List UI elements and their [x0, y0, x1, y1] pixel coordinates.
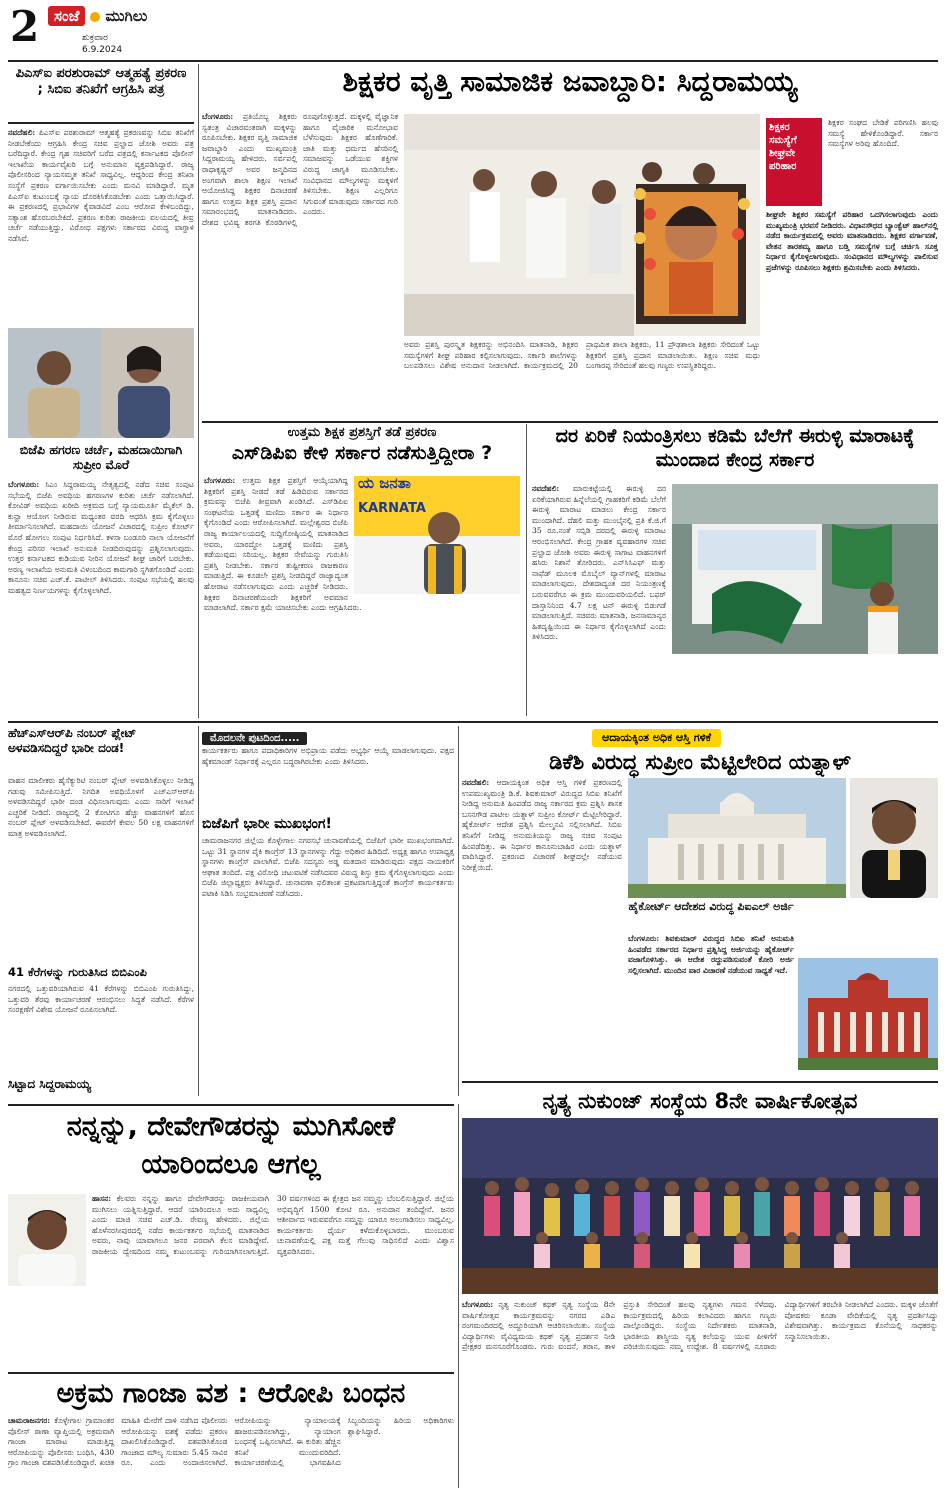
- article-body: [532, 484, 938, 716]
- story-onion: [532, 424, 938, 716]
- lead-body-columns: [202, 112, 398, 414]
- story-psi-case: [8, 66, 194, 326]
- story-hsrp: [8, 726, 194, 1098]
- photo-float: [672, 484, 938, 654]
- headline: ದರ ಏರಿಕೆ ನಿಯಂತ್ರಿಸಲು ಕಡಿಮೆ ಬೆಲೆಗೆ ಈರುಳ್ಳಿ ಮಾರಾಟಕ್ಕೆ ಮುಂದಾದ ಕೇಂದ್ರ ಸರ್ಕಾರ: [555, 425, 915, 471]
- article-body: [8, 776, 194, 966]
- onion-truck-image: [672, 484, 938, 654]
- divider-low-left: [8, 1104, 454, 1106]
- column-rule-left: [198, 64, 199, 718]
- divider-bottom: [8, 1372, 454, 1374]
- kicker: ಆದಾಯಕ್ಕಿಂತ ಅಧಿಕ ಆಸ್ತಿ ಗಳಿಕೆ: [592, 729, 721, 747]
- story-sdpi: [204, 424, 520, 716]
- continued-kicker: ಮೊದಲನೇ ಪುಟದಿಂದ.....: [202, 732, 307, 745]
- dance-photo: [462, 1118, 938, 1294]
- sub-headline: ಬಿಜೆಪಿಗೆ ಭಾರೀ ಮುಖಭಂಗ!: [202, 816, 332, 832]
- headline: ಬಿಜೆಪಿ ಹಗರಣ ಚರ್ಚೆ, ಮಹದಾಯಿಗಾಗಿ ಸುಪ್ರೀಂ ಮೊರೆ: [19, 442, 183, 472]
- column-rule-lower: [458, 1104, 459, 1488]
- dateline: ನವದೆಹಲಿ:: [532, 484, 560, 493]
- story-dks: [462, 726, 938, 1078]
- high-court-image: [798, 958, 938, 1070]
- yatnal-photo: [850, 778, 938, 898]
- divider-lead: [202, 421, 938, 423]
- paper-name-1: ಸಂಜೆ: [48, 6, 85, 26]
- dateline: ನವದೆಹಲಿ:: [462, 778, 490, 787]
- lead-headline: ಶಿಕ್ಷಕರ ವೃತ್ತಿ ಸಾಮಾಜಿಕ ಜವಾಬ್ದಾರಿ: ಸಿದ್ದರಾಮಯ್ಯ: [342, 65, 798, 98]
- cm-at-event-image: [404, 114, 760, 336]
- lead-inset: [766, 118, 938, 414]
- dateline: ಚಾಮರಾಜನಗರ:: [8, 1416, 51, 1425]
- dance-group-image: [462, 1118, 938, 1294]
- banner-text-2: KARNATA: [358, 501, 426, 516]
- psi-photo: [8, 328, 194, 438]
- paper-logo: [48, 6, 147, 30]
- supreme-court-image: [628, 778, 846, 898]
- headline: ಹೆಚ್‌ಎಸ್‌ಆರ್‌ಪಿ ನಂಬರ್ ಪ್ಲೇಟ್ ಅಳವಡಿಸದಿದ್ದರೆ ಭಾರೀ ದಂಡ!: [8, 726, 137, 755]
- issue-date: 6.9.2024: [82, 45, 123, 55]
- revanna-portrait-image: [8, 1194, 86, 1286]
- issue-day: ಶುಕ್ರವಾರ: [82, 33, 108, 43]
- article-body-2: ನಗರದಲ್ಲಿ ಒತ್ತುವರಿಯಾಗಿರುವ 41 ಕೆರೆಗಳನ್ನು ಬಿಬಿಎಂಪಿ ಗುರುತಿಸಿದ್ದು, ಒತ್ತುವರಿ ತೆರವು ಕಾರ್ಯಾಚರಣೆ ಆರಂಭಿಸಲು ಸಿದ್ಧತೆ ನಡೆಸಿದೆ. ಕೆರೆಗಳ ಸಂರಕ್ಷಣೆಗೆ ವಿಶೇಷ ಯೋಜನೆ ರೂಪಿಸಲಾಗಿದೆ.: [8, 984, 194, 1015]
- headline: ಡಿಕೆಶಿ ವಿರುದ್ಧ ಸುಪ್ರೀಂ ಮೆಟ್ಟಿಲೇರಿದ ಯತ್ನಾಳ್: [549, 750, 851, 774]
- dateline: ಬೆಂಗಳೂರು:: [204, 476, 236, 485]
- end-line: ಸಿಟ್ಟಾದ ಸಿದ್ದರಾಮಯ್ಯ: [8, 1077, 91, 1091]
- article-body: [8, 480, 194, 714]
- body-text: ಕೊಳ್ಳೇಗಾಲ ಗ್ರಾಮಾಂತರ ಪೊಲೀಸ್ ಠಾಣಾ ವ್ಯಾಪ್ತಿಯಲ್ಲಿ ಅಕ್ರಮವಾಗಿ ಗಾಂಜಾ ಮಾರಾಟ ಮಾಡುತ್ತಿದ್ದ ಆರೋಪಿಯನ್ನು ಪೊಲೀಸರು ಬಂಧಿಸಿ, 430 ಗ್ರಾಂ ಗಾಂಜಾ ವಶಪಡಿಸಿಕೊಂಡಿದ್ದಾರೆ. ಖಚಿತ ಮಾಹಿತಿ ಮೇರೆಗೆ ದಾಳಿ ನಡೆಸಿದ ಪೊಲೀಸರು ಆರೋಪಿಯನ್ನು ವಶಕ್ಕೆ ಪಡೆದು ಪ್ರಕರಣ ದಾಖಲಿಸಿಕೊಂಡಿದ್ದಾರೆ. ವಶಪಡಿಸಿಕೊಂಡ ಗಾಂಜಾದ ಮೌಲ್ಯ ಸುಮಾರು 5.45 ಸಾವಿರ ರೂ. ಎಂದು ಅಂದಾಜಿಸಲಾಗಿದೆ. ಆರೋಪಿಯನ್ನು ನ್ಯಾಯಾಲಯಕ್ಕೆ ಹಾಜರುಪಡಿಸಲಾಗಿದ್ದು, ನ್ಯಾಯಾಂಗ ಬಂಧನಕ್ಕೆ ಒಪ್ಪಿಸಲಾಗಿದೆ. ಈ ಕುರಿತು ಹೆಚ್ಚಿನ ತನಿಖೆ ಮುಂದುವರಿದಿದೆ. ಕಾರ್ಯಾಚರಣೆಯಲ್ಲಿ ಭಾಗವಹಿಸಿದ ಸಿಬ್ಬಂದಿಯನ್ನು ಹಿರಿಯ ಅಧಿಕಾರಿಗಳು ಶ್ಲಾಘಿಸಿದ್ದಾರೆ.: [8, 1416, 454, 1468]
- supreme-court-photo: [628, 778, 846, 898]
- page-number: 2: [10, 2, 40, 51]
- article-body: [462, 1300, 938, 1484]
- caption-box: [628, 900, 794, 1076]
- article-body: [92, 1194, 454, 1364]
- photo-float: [354, 476, 520, 594]
- article-body: [462, 778, 622, 1074]
- body-text: ಸಿಎಂ ಸಿದ್ದರಾಮಯ್ಯ ನೇತೃತ್ವದಲ್ಲಿ ನಡೆದ ಸಚಿವ ಸಂಪುಟ ಸಭೆಯಲ್ಲಿ ಬಿಜೆಪಿ ಅವಧಿಯ ಹಗರಣಗಳ ಕುರಿತು ಚರ್ಚೆ ನಡೆಸಲಾಗಿದೆ. ಕೋವಿಡ್ ಅವಧಿಯ ಖರೀದಿ ಅಕ್ರಮದ ಬಗ್ಗೆ ನ್ಯಾಯಮೂರ್ತಿ ಮೈಕೆಲ್ ಡಿ. ಕುನ್ಹಾ ಆಯೋಗ ನೀಡಿರುವ ಮಧ್ಯಂತರ ವರದಿ ಆಧರಿಸಿ ಕ್ರಮ ಕೈಗೊಳ್ಳಲು ತೀರ್ಮಾನಿಸಲಾಗಿದೆ. ಮಹದಾಯಿ ಯೋಜನೆ ವಿಚಾರದಲ್ಲಿ ಸುಪ್ರೀಂ ಕೋರ್ಟ್ ಮೊರೆ ಹೋಗಲು ಸಂಪುಟ ನಿರ್ಧರಿಸಿದೆ. ಕಳಸಾ ಬಂಡೂರಿ ನಾಲಾ ಯೋಜನೆಗೆ ಕೇಂದ್ರ ಪರಿಸರ ಇಲಾಖೆ ಅನುಮತಿ ನೀಡದಿರುವುದನ್ನು ಪ್ರಶ್ನಿಸಲಾಗುವುದು. ಉತ್ತರ ಕರ್ನಾಟಕದ ಕುಡಿಯುವ ನೀರಿನ ಯೋಜನೆ ಶೀಘ್ರ ಜಾರಿಗೆ ಬರಬೇಕು. ಅರಣ್ಯ ಇಲಾಖೆಯ ಅನುಮತಿ ವಿಳಂಬದಿಂದ ಕಾಮಗಾರಿ ಸ್ಥಗಿತಗೊಂಡಿದೆ ಎಂದು ಕಾನೂನು ಸಚಿವ ಎಚ್.ಕೆ. ಪಾಟೀಲ್ ತಿಳಿಸಿದರು. ಸಂಪುಟ ಸಭೆಯಲ್ಲಿ ಹಲವು ಮಹತ್ವದ ನಿರ್ಣಯಗಳನ್ನು ಕೈಗೊಳ್ಳಲಾಗಿದೆ.: [8, 480, 194, 595]
- inset-title: ಶಿಕ್ಷಕರ ಸಮಸ್ಯೆಗೆ ಶೀಘ್ರವೇ ಪರಿಹಾರ: [769, 122, 797, 172]
- story-dance: [462, 1086, 938, 1486]
- article-body: ಕಾರ್ಯಕರ್ತರು ಹಾಗೂ ಪದಾಧಿಕಾರಿಗಳ ಅಭಿಪ್ರಾಯ ಪಡೆದು ಅಭ್ಯರ್ಥಿ ಆಯ್ಕೆ ಮಾಡಲಾಗುವುದು. ಪಕ್ಷದ ಹೈಕಮಾಂಡ್ ನಿರ್ಧಾರಕ್ಕೆ ಎಲ್ಲರೂ ಬದ್ಧರಾಗಿರಬೇಕು ಎಂದು ತಿಳಿಸಿದರು.: [202, 746, 454, 766]
- lead-story: [202, 62, 938, 420]
- body-text: ಮಾರುಕಟ್ಟೆಯಲ್ಲಿ ಈರುಳ್ಳಿ ದರ ಏರಿಕೆಯಾಗಿರುವ ಹಿನ್ನೆಲೆಯಲ್ಲಿ ಗ್ರಾಹಕರಿಗೆ ಕಡಿಮೆ ಬೆಲೆಗೆ ಈರುಳ್ಳಿ ಮಾರಾಟ ಮಾಡಲು ಕೇಂದ್ರ ಸರ್ಕಾರ ಮುಂದಾಗಿದೆ. ದೆಹಲಿ ಮತ್ತು ಮುಂಬೈನಲ್ಲಿ ಪ್ರತಿ ಕೆ.ಜಿ.ಗೆ 35 ರೂ.ನಂತೆ ಸಬ್ಸಿಡಿ ದರದಲ್ಲಿ ಈರುಳ್ಳಿ ಮಾರಾಟ ಆರಂಭಿಸಲಾಗಿದೆ. ಕೇಂದ್ರ ಗ್ರಾಹಕ ವ್ಯವಹಾರಗಳ ಸಚಿವ ಪ್ರಲ್ಹಾದ ಜೋಶಿ ಅವರು ಈರುಳ್ಳಿ ಸಾಗಾಟ ವಾಹನಗಳಿಗೆ ಹಸಿರು ನಿಶಾನೆ ತೋರಿದರು. ಎನ್‌ಸಿಸಿಎಫ್ ಮತ್ತು ನಾಫೆಡ್ ಮೂಲಕ ಮೊಬೈಲ್ ವ್ಯಾನ್‌ಗಳಲ್ಲಿ ಮಾರಾಟ ಮಾಡಲಾಗುವುದು. ದೇಶದಾದ್ಯಂತ ದರ ನಿಯಂತ್ರಣಕ್ಕೆ ಬರುವವರೆಗೂ ಈ ಕ್ರಮ ಮುಂದುವರಿಯಲಿದೆ. ಬಫರ್ ದಾಸ್ತಾನಿನಿಂದ 4.7 ಲಕ್ಷ ಟನ್ ಈರುಳ್ಳಿ ಬಿಡುಗಡೆ ಮಾಡಲಾಗುತ್ತಿದೆ. ಸಚಿವರು ಮಾತನಾಡಿ, ಜನಸಾಮಾನ್ಯರ ಹಿತದೃಷ್ಟಿಯಿಂದ ಈ ನಿರ್ಧಾರ ಕೈಗೊಳ್ಳಲಾಗಿದೆ ಎಂದು ತಿಳಿಸಿದರು.: [532, 484, 666, 642]
- sub-headline: 41 ಕೆರೆಗಳನ್ನು ಗುರುತಿಸಿದ ಬಿಬಿಎಂಪಿ: [8, 965, 147, 979]
- divider: [8, 122, 194, 124]
- lead-body-lower: [404, 340, 760, 416]
- masthead: [0, 0, 945, 62]
- high-court-photo: [798, 958, 938, 1070]
- column-rule-mid: [526, 424, 527, 716]
- body-text-2: ಅವರು ಪ್ರಶಸ್ತಿ ಪುರಸ್ಕೃತ ಶಿಕ್ಷಕರನ್ನು ಅಭಿನಂದಿಸಿ ಮಾತನಾಡಿ, ಶಿಕ್ಷಕರ ಸಮಸ್ಯೆಗಳಿಗೆ ಶೀಘ್ರ ಪರಿಹಾರ ಕಲ್ಪಿಸಲಾಗುವುದು. ಸರ್ಕಾರಿ ಶಾಲೆಗಳನ್ನು ಬಲಪಡಿಸಲು ವಿಶೇಷ ಅನುದಾನ ನೀಡಲಾಗಿದೆ. ಕಾರ್ಯಕ್ರಮದಲ್ಲಿ 20 ಪ್ರಾಥಮಿಕ ಶಾಲಾ ಶಿಕ್ಷಕರು, 11 ಪ್ರೌಢಶಾಲಾ ಶಿಕ್ಷಕರು ಸೇರಿದಂತೆ ಒಟ್ಟು ಶಿಕ್ಷಕರಿಗೆ ಪ್ರಶಸ್ತಿ ಪ್ರದಾನ ಮಾಡಲಾಯಿತು. ಶಿಕ್ಷಣ ಸಚಿವ ಮಧು ಬಂಗಾರಪ್ಪ ಸೇರಿದಂತೆ ಹಲವು ಗಣ್ಯರು ಉಪಸ್ಥಿತರಿದ್ದರು.: [404, 340, 760, 371]
- dateline: ನವದೆಹಲಿ:: [8, 128, 36, 137]
- column-rule-bottom-mid: [458, 726, 459, 1096]
- article-body: [8, 128, 194, 324]
- body-text: ಆದಾಯಕ್ಕಿಂತ ಅಧಿಕ ಆಸ್ತಿ ಗಳಿಕೆ ಪ್ರಕರಣದಲ್ಲಿ ಉಪಮುಖ್ಯಮಂತ್ರಿ ಡಿ.ಕೆ. ಶಿವಕುಮಾರ್ ವಿರುದ್ಧದ ಸಿಬಿಐ ತನಿಖೆಗೆ ನೀಡಿದ್ದ ಅನುಮತಿ ಹಿಂಪಡೆದ ರಾಜ್ಯ ಸರ್ಕಾರದ ಕ್ರಮ ಪ್ರಶ್ನಿಸಿ ಶಾಸಕ ಬಸನಗೌಡ ಪಾಟೀಲ ಯತ್ನಾಳ್ ಸುಪ್ರೀಂ ಕೋರ್ಟ್ ಮೆಟ್ಟಿಲೇರಿದ್ದಾರೆ. ಹೈಕೋರ್ಟ್ ಆದೇಶ ಪ್ರಶ್ನಿಸಿ ಮೇಲ್ಮನವಿ ಸಲ್ಲಿಸಲಾಗಿದೆ. ಸಿಬಿಐ ತನಿಖೆಗೆ ನೀಡಿದ್ದ ಅನುಮತಿಯನ್ನು ರಾಜ್ಯ ಸಚಿವ ಸಂಪುಟ ಹಿಂಪಡೆದಿತ್ತು. ಈ ನಿರ್ಧಾರ ಕಾನೂನುಬಾಹಿರ ಎಂದು ಯತ್ನಾಳ್ ವಾದಿಸಿದ್ದಾರೆ. ಪ್ರಕರಣದ ವಿಚಾರಣೆ ಶೀಘ್ರದಲ್ಲೇ ನಡೆಯುವ ನಿರೀಕ್ಷೆಯಿದೆ.: [462, 778, 622, 872]
- dateline: ಬೆಂಗಳೂರು:: [462, 1300, 494, 1309]
- sun-icon: [90, 12, 100, 22]
- column-rule-bottom-left: [198, 726, 199, 1096]
- body-text: ಪಿಎಸ್‌ಐ ಪರಶುರಾಮ್ ಆತ್ಮಹತ್ಯೆ ಪ್ರಕರಣವನ್ನು ಸಿಬಿಐ ತನಿಖೆಗೆ ನೀಡಬೇಕೆಂದು ಆಗ್ರಹಿಸಿ ಕೇಂದ್ರ ಸಚಿವ ಪ್ರಲ್ಹಾದ ಜೋಶಿ ಅವರು ಪತ್ರ ಬರೆದಿದ್ದಾರೆ. ಕೇಂದ್ರ ಗೃಹ ಸಚಿವರಿಗೆ ಬರೆದ ಪತ್ರದಲ್ಲಿ ಕರ್ನಾಟಕದ ಪೊಲೀಸ್ ಇಲಾಖೆಯ ಕಾರ್ಯವೈಖರಿ ಬಗ್ಗೆ ಅನುಮಾನ ವ್ಯಕ್ತಪಡಿಸಿದ್ದಾರೆ. ರಾಜ್ಯ ಪೊಲೀಸರಿಂದ ನ್ಯಾಯಸಮ್ಮತ ತನಿಖೆ ಸಾಧ್ಯವಿಲ್ಲ. ಆದ್ದರಿಂದ ಕೇಂದ್ರ ತನಿಖಾ ಸಂಸ್ಥೆಗೆ ಪ್ರಕರಣ ವರ್ಗಾಯಿಸಬೇಕು ಎಂದು ಮನವಿ ಮಾಡಿದ್ದಾರೆ. ಮೃತ ಪಿಎಸ್‌ಐ ಕುಟುಂಬಕ್ಕೆ ನ್ಯಾಯ ದೊರಕಿಸಿಕೊಡಬೇಕು ಎಂದು ಒತ್ತಾಯಿಸಿದ್ದಾರೆ. ಈ ಪ್ರಕರಣದಲ್ಲಿ ಪ್ರಭಾವಿಗಳ ಕೈವಾಡವಿದೆ ಎಂಬ ಆರೋಪ ಕೇಳಿಬಂದಿದ್ದು, ಸತ್ಯಾಂಶ ಹೊರಬರಬೇಕಿದೆ. ಪ್ರಕರಣ ಕುರಿತು ರಾಜಕೀಯ ವಲಯದಲ್ಲಿ ತೀವ್ರ ಚರ್ಚೆ ನಡೆಯುತ್ತಿದ್ದು, ವಿರೋಧ ಪಕ್ಷಗಳು ಸರ್ಕಾರದ ವಿರುದ್ಧ ವಾಗ್ದಾಳಿ ನಡೆಸಿವೆ.: [8, 128, 194, 243]
- bjp-leader-image: [354, 476, 520, 594]
- body-text: ನೃತ್ಯ ನುಕುಂಜ್ ಕಥಕ್ ನೃತ್ಯ ಸಂಸ್ಥೆಯ 8ನೇ ವಾರ್ಷಿಕೋತ್ಸವ ಕಾರ್ಯಕ್ರಮವನ್ನು ನಗರದ ಎಡಿಎ ರಂಗಮಂದಿರದಲ್ಲಿ ಅದ್ದೂರಿಯಾಗಿ ಆಚರಿಸಲಾಯಿತು. ಸಂಸ್ಥೆಯ ವಿದ್ಯಾರ್ಥಿಗಳು ವೈವಿಧ್ಯಮಯ ಕಥಕ್ ನೃತ್ಯ ಪ್ರದರ್ಶನ ನೀಡಿ ಪ್ರೇಕ್ಷಕರ ಮನಸೂರೆಗೊಂಡರು. ಗುರು ವಂದನೆ, ತರಾನ, ತಾಳ ಪ್ರಸ್ತುತಿ ಸೇರಿದಂತೆ ಹಲವು ನೃತ್ಯಗಳು ಗಮನ ಸೆಳೆದವು. ಕಾರ್ಯಕ್ರಮದಲ್ಲಿ ಹಿರಿಯ ಕಲಾವಿದರು ಹಾಗೂ ಗಣ್ಯರು ಪಾಲ್ಗೊಂಡಿದ್ದರು. ಸಂಸ್ಥೆಯ ನಿರ್ದೇಶಕರು ಮಾತನಾಡಿ, ಭಾರತೀಯ ಶಾಸ್ತ್ರೀಯ ನೃತ್ಯ ಕಲೆಯನ್ನು ಯುವ ಪೀಳಿಗೆಗೆ ಪರಿಚಯಿಸುವುದು ನಮ್ಮ ಉದ್ದೇಶ. 8 ವರ್ಷಗಳಲ್ಲಿ ನೂರಾರು ವಿದ್ಯಾರ್ಥಿಗಳಿಗೆ ತರಬೇತಿ ನೀಡಲಾಗಿದೆ ಎಂದರು. ಮಕ್ಕಳ ಜೊತೆಗೆ ಪೋಷಕರು ಕೂಡಾ ವೇದಿಕೆಯಲ್ಲಿ ನೃತ್ಯ ಪ್ರದರ್ಶಿಸಿದ್ದು ವಿಶೇಷವಾಗಿತ್ತು. ಕಾರ್ಯಕ್ರಮದ ಕೊನೆಯಲ್ಲಿ ಸಾಧಕರನ್ನು ಸನ್ಮಾನಿಸಲಾಯಿತು.: [462, 1300, 938, 1352]
- two-portraits-image: [8, 328, 194, 438]
- story-continued: [202, 726, 454, 1098]
- lead-photo: [404, 114, 760, 336]
- divider-low: [462, 1081, 938, 1083]
- headline: ಎಸ್‌ಡಿಪಿಐ ಕೇಳಿ ಸರ್ಕಾರ ನಡೆಸುತ್ತಿದ್ದೀರಾ ?: [231, 442, 493, 464]
- body-text: ಕೆಲವರು ನನ್ನನ್ನು ಹಾಗೂ ದೇವೇಗೌಡರನ್ನು ರಾಜಕೀಯವಾಗಿ ಮುಗಿಸಲು ಯತ್ನಿಸುತ್ತಿದ್ದಾರೆ. ಆದರೆ ಯಾರಿಂದಲೂ ಅದು ಸಾಧ್ಯವಿಲ್ಲ ಎಂದು ಮಾಜಿ ಸಚಿವ ಎಚ್.ಡಿ. ರೇವಣ್ಣ ಹೇಳಿದರು. ಜಿಲ್ಲೆಯ ಹೊಳೆನರಸೀಪುರದಲ್ಲಿ ನಡೆದ ಕಾರ್ಯಕರ್ತರ ಸಭೆಯಲ್ಲಿ ಮಾತನಾಡಿದ ಅವರು, ನಾವು ಯಾವಾಗಲೂ ಜನರ ಪರವಾಗಿ ಕೆಲಸ ಮಾಡಿದ್ದೇವೆ. ರಾಜಕೀಯ ದ್ವೇಷದಿಂದ ನಮ್ಮ ಕುಟುಂಬವನ್ನು ಗುರಿಯಾಗಿಸಲಾಗುತ್ತಿದೆ. 30 ವರ್ಷಗಳಿಂದ ಈ ಕ್ಷೇತ್ರದ ಜನ ನಮ್ಮನ್ನು ಬೆಂಬಲಿಸುತ್ತಿದ್ದಾರೆ. ಜಿಲ್ಲೆಯ ಅಭಿವೃದ್ಧಿಗೆ 1500 ಕೋಟಿ ರೂ. ಅನುದಾನ ತಂದಿದ್ದೇನೆ. ಜನರ ಆಶೀರ್ವಾದ ಇರುವವರೆಗೂ ನಮ್ಮನ್ನು ಯಾರೂ ಅಲುಗಾಡಿಸಲು ಸಾಧ್ಯವಿಲ್ಲ. ಕಾರ್ಯಕರ್ತರು ಧೈರ್ಯ ಕಳೆದುಕೊಳ್ಳಬಾರದು. ಮುಂಬರುವ ಚುನಾವಣೆಯಲ್ಲಿ ಪಕ್ಷ ಮತ್ತೆ ಗೆಲುವು ಸಾಧಿಸಲಿದೆ ಎಂದು ವಿಶ್ವಾಸ ವ್ಯಕ್ತಪಡಿಸಿದರು.: [92, 1194, 454, 1256]
- dateline: ಬೆಂಗಳೂರು:: [202, 112, 234, 121]
- body-text: ಪ್ರತಿಯೊಬ್ಬ ಶಿಕ್ಷಕರು ಸ್ವತಂತ್ರ ವಿಚಾರವಂತರಾಗಿ ಮಕ್ಕಳನ್ನು ರೂಪಿಸಬೇಕು. ಶಿಕ್ಷಕರ ವೃತ್ತಿ ಸಾಮಾಜಿಕ ಜವಾಬ್ದಾರಿ ಎಂದು ಮುಖ್ಯಮಂತ್ರಿ ಸಿದ್ದರಾಮಯ್ಯ ಹೇಳಿದರು. ಸರ್ವಪಲ್ಲಿ ರಾಧಾಕೃಷ್ಣನ್ ಅವರ ಜನ್ಮದಿನದ ಅಂಗವಾಗಿ ಶಾಲಾ ಶಿಕ್ಷಣ ಇಲಾಖೆ ಆಯೋಜಿಸಿದ್ದ ಶಿಕ್ಷಕರ ದಿನಾಚರಣೆ ಹಾಗೂ ಉತ್ತಮ ಶಿಕ್ಷಕ ಪ್ರಶಸ್ತಿ ಪ್ರದಾನ ಸಮಾರಂಭದಲ್ಲಿ ಮಾತನಾಡಿದರು. ದೇಶದ ಭವಿಷ್ಯ ತರಗತಿ ಕೊಠಡಿಗಳಲ್ಲಿ ರೂಪುಗೊಳ್ಳುತ್ತದೆ. ಮಕ್ಕಳಲ್ಲಿ ವೈಜ್ಞಾನಿಕ ಹಾಗೂ ವೈಚಾರಿಕ ಮನೋಭಾವ ಬೆಳೆಸುವುದು ಶಿಕ್ಷಕರ ಹೊಣೆಗಾರಿಕೆ. ಜಾತಿ ಮತ್ತು ಧರ್ಮದ ಹೆಸರಿನಲ್ಲಿ ಸಮಾಜವನ್ನು ಒಡೆಯುವ ಶಕ್ತಿಗಳ ವಿರುದ್ಧ ಜಾಗೃತಿ ಮೂಡಿಸಬೇಕು. ಸಂವಿಧಾನದ ಮೌಲ್ಯಗಳನ್ನು ಮಕ್ಕಳಿಗೆ ತಿಳಿಸಬೇಕು. ಶಿಕ್ಷಣ ಎಲ್ಲರಿಗೂ ಸಿಗುವಂತೆ ಮಾಡುವುದು ಸರ್ಕಾರದ ಗುರಿ ಎಂದರು.: [202, 112, 398, 227]
- article-body: [8, 1416, 454, 1486]
- story-revanna: [8, 1108, 454, 1370]
- body-text: ಉತ್ತಮ ಶಿಕ್ಷಕ ಪ್ರಶಸ್ತಿಗೆ ಆಯ್ಕೆಯಾಗಿದ್ದ ಶಿಕ್ಷಕರಿಗೆ ಪ್ರಶಸ್ತಿ ನೀಡದೆ ತಡೆ ಹಿಡಿದಿರುವ ಸರ್ಕಾರದ ಕ್ರಮವನ್ನು ಬಿಜೆಪಿ ತೀವ್ರವಾಗಿ ಖಂಡಿಸಿದೆ. ಎಸ್‌ಡಿಪಿಐ ಸಂಘಟನೆಯ ಒತ್ತಡಕ್ಕೆ ಮಣಿದು ಸರ್ಕಾರ ಈ ನಿರ್ಧಾರ ಕೈಗೊಂಡಿದೆ ಎಂದು ಆರೋಪಿಸಲಾಗಿದೆ. ಮಲ್ಲೇಶ್ವರದ ಬಿಜೆಪಿ ರಾಜ್ಯ ಕಾರ್ಯಾಲಯದಲ್ಲಿ ಸುದ್ದಿಗೋಷ್ಠಿಯಲ್ಲಿ ಮಾತನಾಡಿದ ಅವರು, ಯಾರದ್ದೋ ಒತ್ತಡಕ್ಕೆ ಮಣಿದು ಪ್ರಶಸ್ತಿ ತಡೆಯುವುದು ಸರಿಯಲ್ಲ. ಶಿಕ್ಷಕರ ಸೇವೆಯನ್ನು ಗುರುತಿಸಿ ಪ್ರಶಸ್ತಿ ನೀಡಬೇಕು. ಸರ್ಕಾರ ತುಷ್ಟೀಕರಣ ರಾಜಕಾರಣ ಮಾಡುತ್ತಿದೆ. ಈ ಕೂಡಲೇ ಪ್ರಶಸ್ತಿ ನೀಡದಿದ್ದರೆ ರಾಜ್ಯಾದ್ಯಂತ ಹೋರಾಟ ನಡೆಸಲಾಗುವುದು ಎಂದು ಎಚ್ಚರಿಕೆ ನೀಡಿದರು. ಶಿಕ್ಷಕರ ದಿನಾಚರಣೆಯಂದೇ ಶಿಕ್ಷಕರಿಗೆ ಅವಮಾನ ಮಾಡಲಾಗಿದೆ. ಸರ್ಕಾರ ಕ್ಷಮೆ ಯಾಚಿಸಬೇಕು ಎಂದು ಆಗ್ರಹಿಸಿದರು.: [204, 476, 362, 613]
- dateline: ಹಾಸನ:: [92, 1194, 112, 1203]
- headline: ನನ್ನನ್ನು, ದೇವೇಗೌಡರನ್ನು ಮುಗಿಸೋಕೆ ಯಾರಿಂದಲೂ ಆಗಲ್ಲ: [66, 1111, 396, 1180]
- headline: ಅಕ್ರಮ ಗಾಂಜಾ ವಶ : ಆರೋಪಿ ಬಂಧನ: [56, 1378, 406, 1409]
- banner-text-1: ಯ ಜನತಾ: [358, 476, 411, 492]
- divider-mid: [8, 721, 938, 723]
- inset-body: ಶಿಕ್ಷಕರ ಸಂಘದ ಬೇಡಿಕೆ ಪರಿಗಣಿಸಿ ಹಲವು ಸಮಸ್ಯೆ ಹೇಳಿಕೊಂಡಿದ್ದಾರೆ. ಸರ್ಕಾರ ಸಮಸ್ಯೆಗಳ ಅರಿವು ಹೊಂದಿದೆ.: [828, 118, 938, 149]
- kicker: ಉತ್ತಮ ಶಿಕ್ಷಕ ಪ್ರಶಸ್ತಿಗೆ ತಡೆ ಪ್ರಕರಣ: [287, 425, 437, 440]
- body-text: ವಾಹನ ಮಾಲೀಕರು ಹೈಸೆಕ್ಯುರಿಟಿ ನಂಬರ್ ಪ್ಲೇಟ್ ಅಳವಡಿಸಿಕೊಳ್ಳಲು ನೀಡಿದ್ದ ಗಡುವು ಸಮೀಪಿಸುತ್ತಿದೆ. ನಿಗದಿತ ಅವಧಿಯೊಳಗೆ ಎಚ್‌ಎಸ್‌ಆರ್‌ಪಿ ಅಳವಡಿಸದಿದ್ದರೆ ಭಾರೀ ದಂಡ ವಿಧಿಸಲಾಗುವುದು ಎಂದು ಸಾರಿಗೆ ಇಲಾಖೆ ಎಚ್ಚರಿಕೆ ನೀಡಿದೆ. ರಾಜ್ಯದಲ್ಲಿ 2 ಕೋಟಿಗೂ ಹೆಚ್ಚು ವಾಹನಗಳಿಗೆ ಹೊಸ ನಂಬರ್ ಪ್ಲೇಟ್ ಅಳವಡಿಸಬೇಕಿದೆ. ಈವರೆಗೆ ಕೇವಲ 50 ಲಕ್ಷ ವಾಹನಗಳಿಗೆ ಮಾತ್ರ ಅಳವಡಿಸಲಾಗಿದೆ.: [8, 776, 194, 838]
- article-body: [204, 476, 520, 716]
- revanna-photo: [8, 1194, 86, 1286]
- story-bjp-scam: [8, 442, 194, 716]
- inset-title-box: [766, 118, 822, 206]
- caption-title: ಹೈಕೋರ್ಟ್ ಆದೇಶದ ವಿರುದ್ಧ ಪಿಐಎಲ್ ಅರ್ಜಿ: [628, 900, 794, 913]
- yatnal-portrait-image: [850, 778, 938, 898]
- headline: ನೃತ್ಯ ನುಕುಂಜ್ ಸಂಸ್ಥೆಯ 8ನೇ ವಾರ್ಷಿಕೋತ್ಸವ: [542, 1089, 858, 1113]
- article-body-2: ಚಾಮರಾಜನಗರ ಜಿಲ್ಲೆಯ ಕೊಳ್ಳೇಗಾಲ ನಗರಸಭೆ ಚುನಾವಣೆಯಲ್ಲಿ ಬಿಜೆಪಿಗೆ ಭಾರೀ ಮುಖಭಂಗವಾಗಿದೆ. ಒಟ್ಟು 31 ಸ್ಥಾನಗಳ ಪೈಕಿ ಕಾಂಗ್ರೆಸ್ 13 ಸ್ಥಾನಗಳನ್ನು ಗೆದ್ದು ಅಧಿಕಾರ ಹಿಡಿದಿದೆ. ಅಧ್ಯಕ್ಷ ಹಾಗೂ ಉಪಾಧ್ಯಕ್ಷ ಸ್ಥಾನಗಳು ಕಾಂಗ್ರೆಸ್ ಪಾಲಾಗಿವೆ. ಬಿಜೆಪಿ ಸದಸ್ಯರು ಅಡ್ಡ ಮತದಾನ ಮಾಡಿರುವುದು ಪಕ್ಷದ ನಾಯಕರಿಗೆ ಆಘಾತ ತಂದಿದೆ. ಪಕ್ಷ ವಿರೋಧಿ ಚಟುವಟಿಕೆ ನಡೆಸಿದವರ ವಿರುದ್ಧ ಶಿಸ್ತು ಕ್ರಮ ಕೈಗೊಳ್ಳಲಾಗುವುದು ಎಂದು ಬಿಜೆಪಿ ಜಿಲ್ಲಾಧ್ಯಕ್ಷರು ತಿಳಿಸಿದ್ದಾರೆ. ಚುನಾವಣಾ ಫಲಿತಾಂಶ ಪ್ರಕಟವಾಗುತ್ತಿದ್ದಂತೆ ಕಾಂಗ್ರೆಸ್ ಕಾರ್ಯಕರ್ತರು ಪಟಾಕಿ ಸಿಡಿಸಿ ಸಂಭ್ರಮಾಚರಣೆ ನಡೆಸಿದರು.: [202, 836, 454, 898]
- paper-name-2: ಮುಗಿಲು: [105, 7, 148, 25]
- inset-body-2: ಶೀಘ್ರವೇ ಶಿಕ್ಷಕರ ಸಮಸ್ಯೆಗೆ ಪರಿಹಾರ ಒದಗಿಸಲಾಗುವುದು ಎಂದು ಮುಖ್ಯಮಂತ್ರಿ ಭರವಸೆ ನೀಡಿದರು. ವಿಧಾನಸೌಧದ ಬ್ಯಾಂಕ್ವೆಟ್ ಹಾಲ್‌ನಲ್ಲಿ ನಡೆದ ಕಾರ್ಯಕ್ರಮದಲ್ಲಿ ಅವರು ಮಾತನಾಡಿದರು. ಶಿಕ್ಷಕರ ವರ್ಗಾವಣೆ, ವೇತನ ತಾರತಮ್ಯ ಹಾಗೂ ಬಡ್ತಿ ಸಮಸ್ಯೆಗಳ ಬಗ್ಗೆ ಚರ್ಚಿಸಿ ಸೂಕ್ತ ನಿರ್ಧಾರ ಕೈಗೊಳ್ಳಲಾಗುವುದು. ಸಂವಿಧಾನದ ಮೌಲ್ಯಗಳನ್ನು ಪಾಲಿಸುವ ಪ್ರಜೆಗಳನ್ನು ರೂಪಿಸಲು ಶಿಕ್ಷಕರು ಶ್ರಮಿಸಬೇಕು ಎಂದು ತಿಳಿಸಿದರು.: [766, 210, 938, 272]
- headline: ಪಿಎಸ್‌ಐ ಪರಶುರಾಮ್ ಆತ್ಮಹತ್ಯೆ ಪ್ರಕರಣ ; ಸಿಬಿಐ ತನಿಖೆಗೆ ಆಗ್ರಹಿಸಿ ಪತ್ರ: [15, 66, 187, 97]
- story-ganja: [8, 1376, 454, 1488]
- caption-body: ಬೆಂಗಳೂರು: ಶಿವಕುಮಾರ್ ವಿರುದ್ಧದ ಸಿಬಿಐ ತನಿಖೆ ಅನುಮತಿ ಹಿಂಪಡೆದ ಸರ್ಕಾರದ ನಿರ್ಧಾರ ಪ್ರಶ್ನಿಸಿದ್ದ ಅರ್ಜಿಯನ್ನು ಹೈಕೋರ್ಟ್ ವಜಾಗೊಳಿಸಿತ್ತು. ಈ ಆದೇಶ ರದ್ದುಪಡಿಸುವಂತೆ ಕೋರಿ ಅರ್ಜಿ ಸಲ್ಲಿಸಲಾಗಿದೆ. ಮುಂದಿನ ವಾರ ವಿಚಾರಣೆ ನಡೆಯುವ ಸಾಧ್ಯತೆ ಇದೆ.: [628, 934, 794, 975]
- dateline: ಬೆಂಗಳೂರು:: [8, 480, 40, 489]
